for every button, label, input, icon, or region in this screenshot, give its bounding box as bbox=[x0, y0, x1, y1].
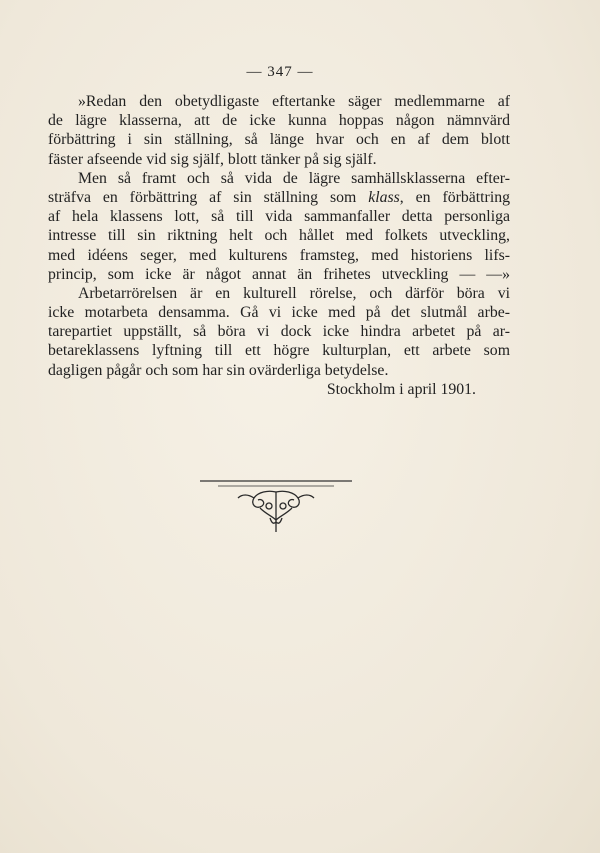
signature: Stockholm i april 1901. bbox=[326, 380, 476, 398]
page-number: — 347 — bbox=[246, 64, 314, 80]
text-line: princip, som icke är något annat än frihetes utveckling — —» bbox=[48, 265, 510, 283]
text-line: Men så framt och så vida de lägre samhällsklasserna efter- bbox=[78, 169, 510, 187]
text-line: med idéens seger, med kulturens framsteg, med historiens lifs- bbox=[48, 246, 510, 264]
text-line: förbättring i sin ställning, så länge hvar och en af dem blott bbox=[48, 131, 510, 149]
text-line: de lägre klasserna, att de icke kunna hoppas någon nämnvärd bbox=[48, 112, 510, 130]
text-line: intresse till sin riktning helt och hållet med folkets utveckling, bbox=[48, 227, 510, 245]
text-line: Arbetarrörelsen är en kulturell rörelse, och därför böra vi bbox=[78, 284, 510, 302]
text-segment: , en förbättring bbox=[399, 188, 510, 206]
text-line: dagligen pågår och som har sin ovärderliga betydelse. bbox=[48, 361, 389, 379]
emphasis-word: klass bbox=[368, 188, 400, 206]
text-line-emphasis bbox=[48, 188, 510, 207]
text-segment: sträfva en förbättring af sin ställning som bbox=[48, 188, 357, 206]
text-line: tarepartiet uppställt, så böra vi dock icke hindra arbetet på ar- bbox=[48, 323, 510, 341]
scroll-flourish-icon bbox=[198, 478, 354, 534]
text-line: af hela klassens lott, så till vida sammanfaller detta personliga bbox=[48, 208, 510, 226]
text-line: betareklassens lyftning till ett högre kulturplan, ett arbete som bbox=[48, 342, 510, 360]
body-text bbox=[48, 92, 510, 399]
text-line: fäster afseende vid sig själf, blott tänker på sig själf. bbox=[48, 150, 377, 168]
text-line: icke motarbeta densamma. Gå vi icke med på det slutmål arbe- bbox=[48, 304, 510, 322]
text-line: »Redan den obetydligaste eftertanke säger medlemmarne af bbox=[78, 93, 510, 110]
